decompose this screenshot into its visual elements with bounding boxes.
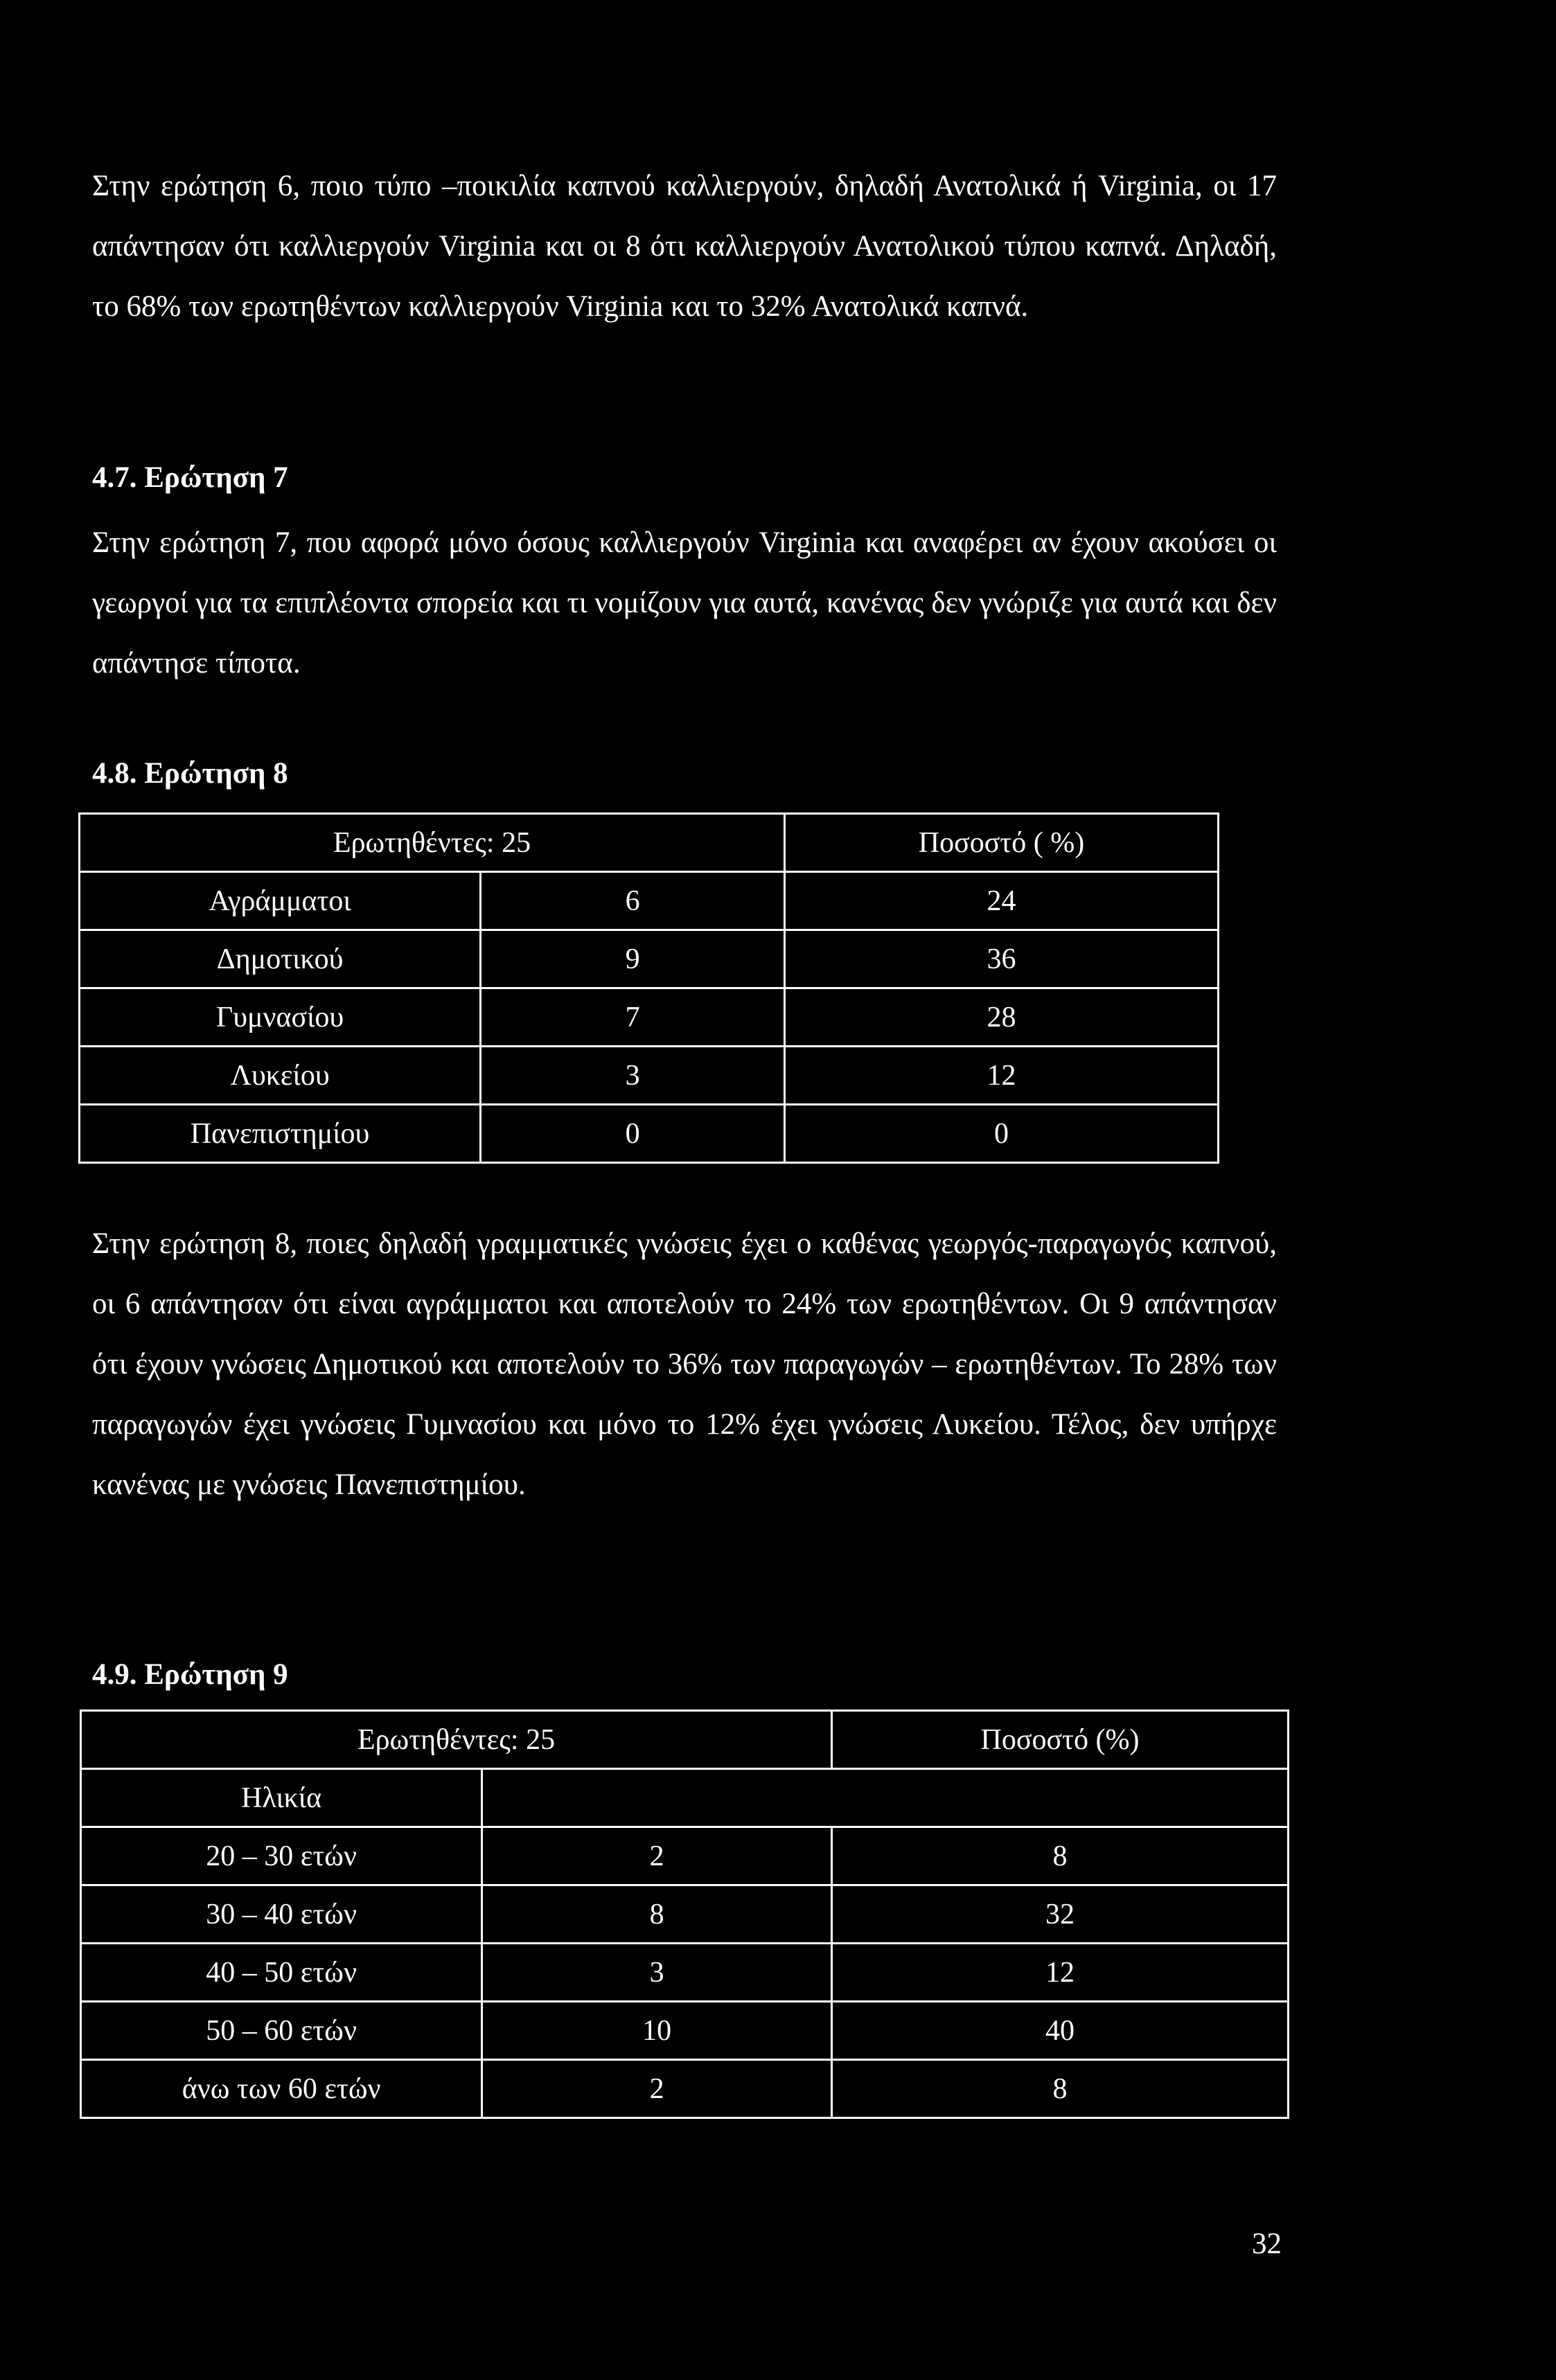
row-percent: 32	[832, 1885, 1289, 1944]
table-header-row	[81, 1711, 1289, 1769]
row-percent: 24	[785, 872, 1219, 930]
row-label: Γυμνασίου	[80, 988, 481, 1047]
header-percent: Ποσοστό (%)	[832, 1711, 1289, 1769]
row-count: 3	[481, 1047, 785, 1105]
row-count: 2	[482, 2060, 832, 2118]
table-row	[80, 872, 1219, 930]
section-heading-q7: 4.7. Ερώτηση 7	[92, 461, 288, 494]
table-row	[81, 2002, 1289, 2060]
row-label: Δημοτικού	[80, 930, 481, 988]
paragraph-q6-answer: Στην ερώτηση 6, ποιο τύπο –ποικιλία καπνού καλλιεργούν, δηλαδή Ανατολικά ή Virginia, οι 17 απάντησαν ότι καλλιεργούν Virginia και οι 8 ότι καλλιεργούν Ανατολικού τύπου καπνά. Δηλαδή, το 68% των ερωτηθέντων καλλιεργούν Virginia και το 32% Ανατολικά καπνά.	[92, 170, 1277, 323]
row-label: Πανεπιστημίου	[80, 1105, 481, 1163]
row-label: Αγράμματοι	[80, 872, 481, 930]
table-row	[81, 1944, 1289, 2002]
row-percent: 8	[832, 2060, 1289, 2118]
table-header-row	[80, 814, 1219, 872]
table-row	[80, 988, 1219, 1047]
row-count: 8	[482, 1885, 832, 1944]
row-label: Λυκείου	[80, 1047, 481, 1105]
row-count: 7	[481, 988, 785, 1047]
row-percent: 28	[785, 988, 1219, 1047]
row-label: 30 – 40 ετών	[81, 1885, 482, 1944]
row-count: 10	[482, 2002, 832, 2060]
section-heading-q9: 4.9. Ερώτηση 9	[92, 1658, 288, 1691]
section-heading-q8: 4.8. Ερώτηση 8	[92, 757, 288, 790]
table-subheader-row	[81, 1769, 1289, 1827]
subheader-age: Ηλικία	[81, 1769, 482, 1827]
table-q8-education	[78, 812, 1219, 1164]
paragraph-q7-answer: Στην ερώτηση 7, που αφορά μόνο όσους καλλιεργούν Virginia και αναφέρει αν έχουν ακούσει οι γεωργοί για τα επιπλέοντα σπορεία και τι νομίζουν για αυτά, κανένας δεν γνώριζε για αυτά και δεν απάντησε τίποτα.	[92, 526, 1277, 680]
paragraph-q8-answer: Στην ερώτηση 8, ποιες δηλαδή γραμματικές γνώσεις έχει ο καθένας γεωργός-παραγωγός καπνού, οι 6 απάντησαν ότι είναι αγράμματοι και αποτελούν το 24% των ερωτηθέντων. Οι 9 απάντησαν ότι έχουν γνώσεις Δημοτικού και αποτελούν το 36% των παραγωγών – ερωτηθέντων. Το 28% των παραγωγών έχει γνώσεις Γυμνασίου και μόνο το 12% έχει γνώσεις Λυκείου. Τέλος, δεν υπήρχε κανένας με γνώσεις Πανεπιστημίου.	[92, 1227, 1277, 1501]
row-percent: 36	[785, 930, 1219, 988]
table-row	[80, 1047, 1219, 1105]
row-count: 3	[482, 1944, 832, 2002]
row-count: 0	[481, 1105, 785, 1163]
table-row	[81, 1885, 1289, 1944]
row-percent: 0	[785, 1105, 1219, 1163]
row-count: 6	[481, 872, 785, 930]
row-percent: 12	[785, 1047, 1219, 1105]
table-row	[81, 1827, 1289, 1885]
header-percent: Ποσοστό ( %)	[785, 814, 1219, 872]
row-percent: 8	[832, 1827, 1289, 1885]
page-number: 32	[1252, 2228, 1282, 2260]
table-row	[80, 1105, 1219, 1163]
row-count: 2	[482, 1827, 832, 1885]
table-row	[80, 930, 1219, 988]
row-percent: 12	[832, 1944, 1289, 2002]
table-row	[81, 2060, 1289, 2118]
header-respondents: Ερωτηθέντες: 25	[81, 1711, 832, 1769]
row-label: άνω των 60 ετών	[81, 2060, 482, 2118]
subheader-empty	[482, 1769, 1289, 1827]
row-percent: 40	[832, 2002, 1289, 2060]
row-count: 9	[481, 930, 785, 988]
row-label: 50 – 60 ετών	[81, 2002, 482, 2060]
row-label: 40 – 50 ετών	[81, 1944, 482, 2002]
row-label: 20 – 30 ετών	[81, 1827, 482, 1885]
table-q9-age	[80, 1709, 1289, 2119]
header-respondents: Ερωτηθέντες: 25	[80, 814, 785, 872]
